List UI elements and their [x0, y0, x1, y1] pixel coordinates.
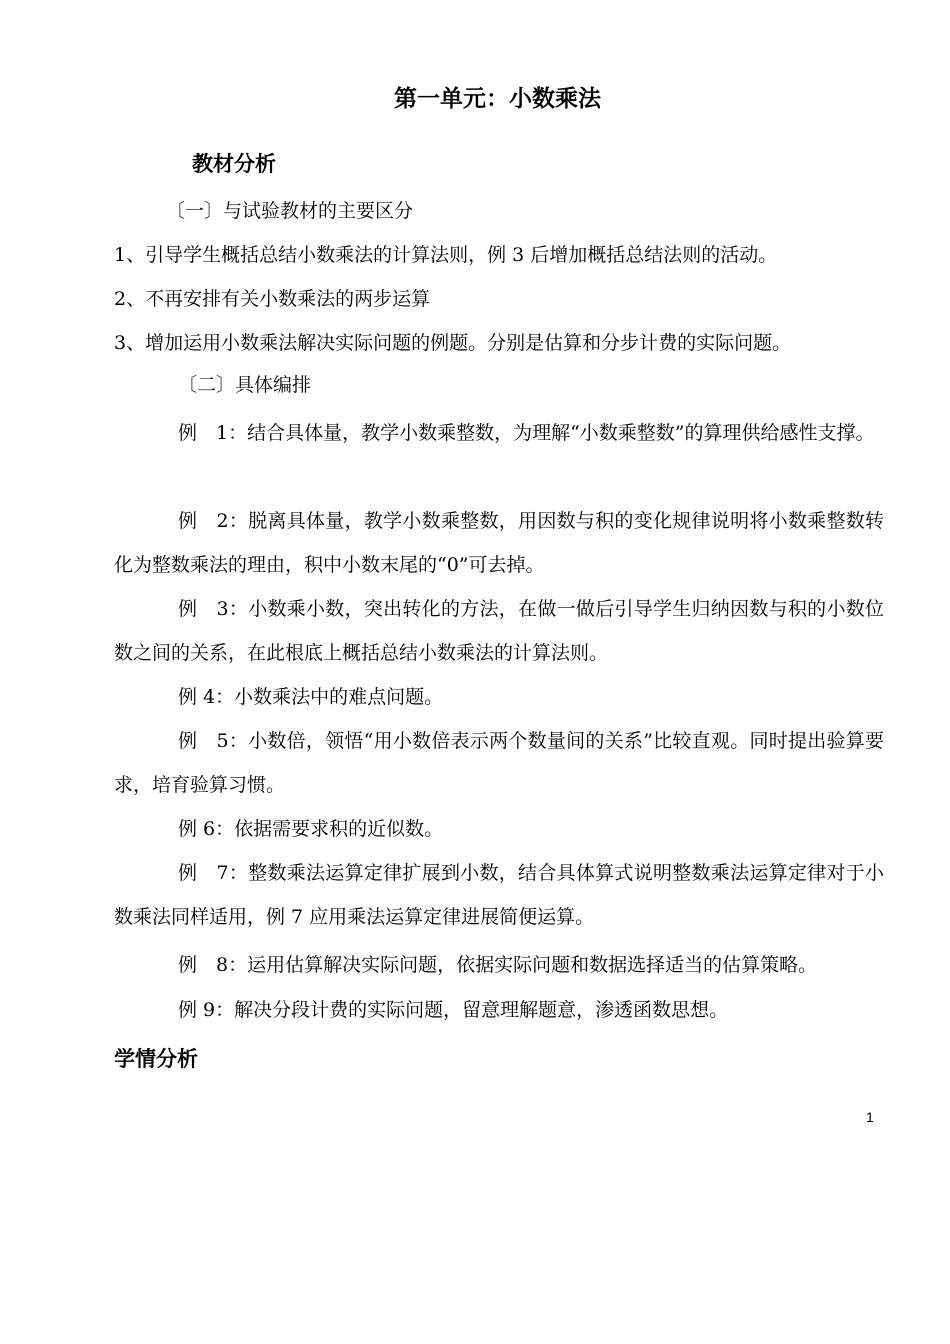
page-title: 第一单元：小数乘法 — [394, 86, 601, 112]
example-paragraph: 例 3：小数乘小数，突出转化的方法，在做一做后引导学生归纳因数与积的小数位数之间的关系，在此根底上概括总结小数乘法的计算法则。 — [114, 598, 884, 664]
example-paragraph: 例 9：解决分段计费的实际问题，留意理解题意，渗透函数思想。 — [178, 999, 729, 1021]
example-paragraph: 例 5：小数倍，领悟“用小数倍表示两个数量间的关系”比较直观。同时提出验算要求，培育验算习惯。 — [114, 730, 884, 796]
example-paragraph: 例 7：整数乘法运算定律扩展到小数，结合具体算式说明整数乘法运算定律对于小数乘法同样适用，例 7 应用乘法运算定律进展简便运算。 — [114, 862, 884, 928]
subsection-heading-arrangement: 〔二〕具体编排 — [178, 374, 312, 396]
example-paragraph: 例 4：小数乘法中的难点问题。 — [178, 686, 444, 708]
example-paragraph: 例 6：依据需要求积的近似数。 — [178, 818, 444, 840]
difference-item: 3、增加运用小数乘法解决实际问题的例题。分别是估算和分步计费的实际问题。 — [114, 332, 792, 354]
section-heading-textbook-analysis: 教材分析 — [192, 152, 276, 176]
difference-item: 1、引导学生概括总结小数乘法的计算法则，例 3 后增加概括总结法则的活动。 — [114, 244, 778, 266]
example-paragraph: 例 8：运用估算解决实际问题，依据实际问题和数据选择适当的估算策略。 — [178, 954, 818, 976]
example-paragraph: 例 1：结合具体量，教学小数乘整数，为理解“小数乘整数”的算理供给感性支撑。 — [178, 422, 875, 444]
difference-item: 2、不再安排有关小数乘法的两步运算 — [114, 288, 431, 310]
section-heading-learning-analysis: 学情分析 — [114, 1047, 198, 1071]
subsection-heading-differences: 〔一〕与试验教材的主要区分 — [166, 200, 414, 222]
page-number: 1 — [866, 1109, 874, 1125]
example-paragraph: 例 2：脱离具体量，教学小数乘整数，用因数与积的变化规律说明将小数乘整数转化为整数乘法的理由，积中小数末尾的“0”可去掉。 — [114, 510, 884, 576]
